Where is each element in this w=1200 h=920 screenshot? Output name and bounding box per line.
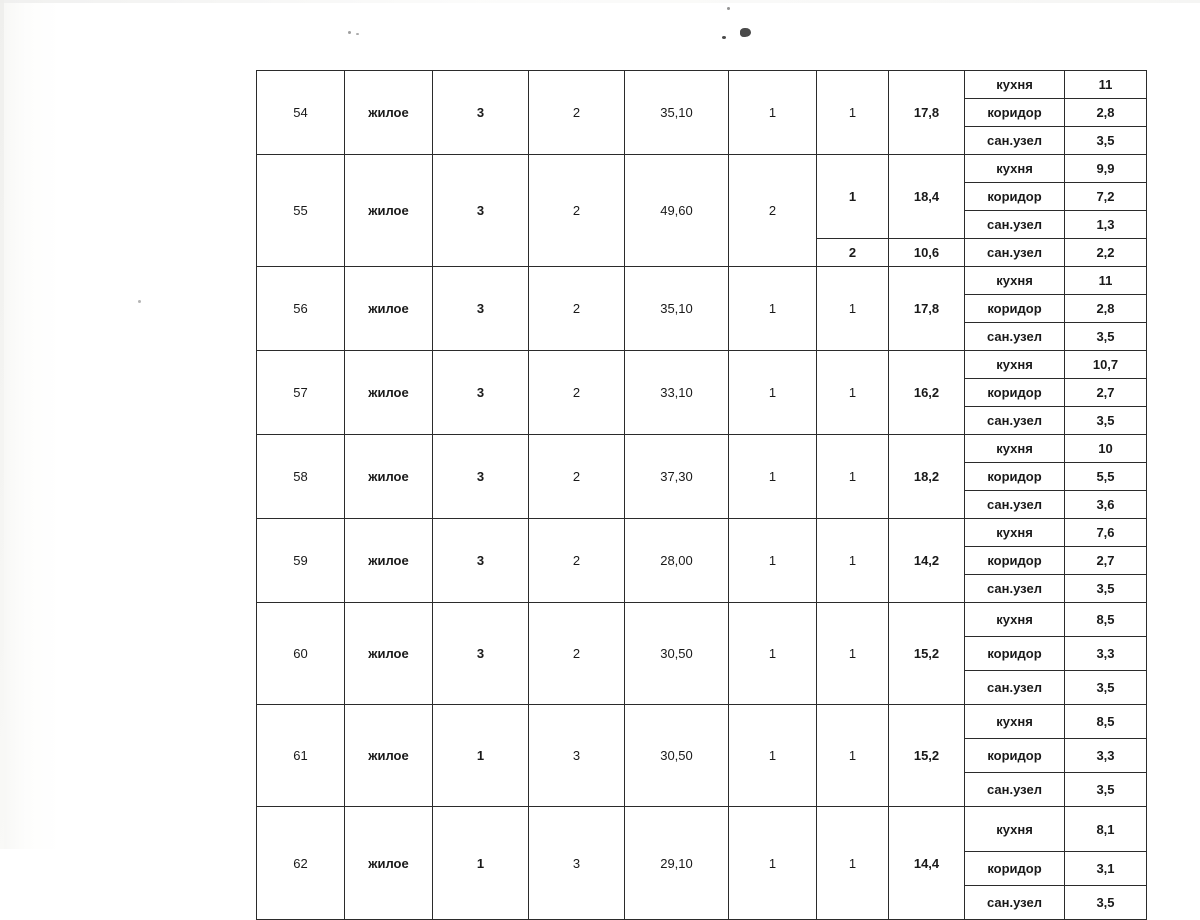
cell-col8: 18,2: [889, 435, 965, 519]
cell-room-name: кухня: [965, 71, 1065, 99]
cell-room-name: кухня: [965, 267, 1065, 295]
scan-edge-left: [0, 0, 4, 849]
table-row: [257, 519, 1147, 547]
cell-number: 55: [257, 155, 345, 267]
cell-room-name: сан.узел: [965, 323, 1065, 351]
cell-room-value: 7,2: [1065, 183, 1147, 211]
cell-col8: 16,2: [889, 351, 965, 435]
cell-room-value: 3,5: [1065, 407, 1147, 435]
cell-col3: 1: [433, 807, 529, 920]
cell-col4: 2: [529, 519, 625, 603]
cell-number: 58: [257, 435, 345, 519]
cell-room-value: 3,5: [1065, 773, 1147, 807]
cell-room-name: коридор: [965, 463, 1065, 491]
cell-room-value: 3,5: [1065, 575, 1147, 603]
cell-col3: 3: [433, 435, 529, 519]
cell-type: жилое: [345, 807, 433, 920]
cell-type: жилое: [345, 351, 433, 435]
cell-room-name: коридор: [965, 852, 1065, 886]
cell-room-value: 2,8: [1065, 295, 1147, 323]
cell-room-name: сан.узел: [965, 407, 1065, 435]
cell-room-value: 8,5: [1065, 603, 1147, 637]
cell-room-name: сан.узел: [965, 239, 1065, 267]
cell-col3: 3: [433, 71, 529, 155]
cell-col3: 3: [433, 519, 529, 603]
cell-col4: 2: [529, 351, 625, 435]
cell-room-value: 3,6: [1065, 491, 1147, 519]
cell-room-name: кухня: [965, 807, 1065, 852]
table-row: [257, 71, 1147, 99]
cell-col3: 3: [433, 155, 529, 267]
table-row: [257, 435, 1147, 463]
cell-room-name: сан.узел: [965, 773, 1065, 807]
cell-number: 57: [257, 351, 345, 435]
cell-col4: 2: [529, 435, 625, 519]
cell-col6: 2: [729, 155, 817, 267]
cell-col7: 1: [817, 155, 889, 239]
cell-room-value: 3,3: [1065, 637, 1147, 671]
cell-type: жилое: [345, 267, 433, 351]
cell-col8: 17,8: [889, 267, 965, 351]
cell-col8: 17,8: [889, 71, 965, 155]
apartment-table-container: [256, 70, 1147, 920]
cell-area: 30,50: [625, 603, 729, 705]
cell-number: 60: [257, 603, 345, 705]
cell-col7: 1: [817, 435, 889, 519]
table-row: [257, 603, 1147, 637]
cell-col8: 15,2: [889, 705, 965, 807]
cell-room-name: сан.узел: [965, 211, 1065, 239]
cell-number: 59: [257, 519, 345, 603]
cell-room-value: 3,3: [1065, 739, 1147, 773]
cell-col6: 1: [729, 71, 817, 155]
cell-type: жилое: [345, 155, 433, 267]
cell-room-name: коридор: [965, 183, 1065, 211]
cell-col4: 2: [529, 71, 625, 155]
cell-room-name: сан.узел: [965, 886, 1065, 920]
cell-room-name: коридор: [965, 99, 1065, 127]
cell-room-value: 9,9: [1065, 155, 1147, 183]
cell-col7: 1: [817, 807, 889, 920]
cell-room-value: 2,7: [1065, 379, 1147, 407]
cell-area: 35,10: [625, 267, 729, 351]
table-row: [257, 267, 1147, 295]
cell-col8: 14,2: [889, 519, 965, 603]
cell-type: жилое: [345, 435, 433, 519]
cell-room-value: 7,6: [1065, 519, 1147, 547]
cell-room-value: 11: [1065, 71, 1147, 99]
cell-room-value: 11: [1065, 267, 1147, 295]
cell-room-name: сан.узел: [965, 671, 1065, 705]
cell-room-value: 3,5: [1065, 323, 1147, 351]
cell-area: 35,10: [625, 71, 729, 155]
cell-col4: 2: [529, 603, 625, 705]
cell-room-name: коридор: [965, 739, 1065, 773]
cell-area: 30,50: [625, 705, 729, 807]
cell-room-value: 10: [1065, 435, 1147, 463]
cell-col4: 3: [529, 807, 625, 920]
cell-col7: 2: [817, 239, 889, 267]
cell-col7: 1: [817, 603, 889, 705]
cell-col6: 1: [729, 705, 817, 807]
cell-number: 62: [257, 807, 345, 920]
cell-room-value: 3,5: [1065, 127, 1147, 155]
cell-col6: 1: [729, 351, 817, 435]
cell-col6: 1: [729, 435, 817, 519]
table-row: [257, 807, 1147, 852]
cell-col8: 15,2: [889, 603, 965, 705]
cell-room-name: коридор: [965, 379, 1065, 407]
cell-room-value: 3,5: [1065, 671, 1147, 705]
cell-room-value: 10,7: [1065, 351, 1147, 379]
cell-type: жилое: [345, 705, 433, 807]
cell-area: 33,10: [625, 351, 729, 435]
cell-col4: 2: [529, 267, 625, 351]
cell-number: 56: [257, 267, 345, 351]
cell-col6: 1: [729, 519, 817, 603]
cell-room-name: кухня: [965, 705, 1065, 739]
cell-type: жилое: [345, 603, 433, 705]
cell-col7: 1: [817, 71, 889, 155]
cell-col3: 1: [433, 705, 529, 807]
cell-room-value: 3,1: [1065, 852, 1147, 886]
scan-artifact-speck: [356, 33, 359, 35]
cell-area: 28,00: [625, 519, 729, 603]
cell-room-value: 1,3: [1065, 211, 1147, 239]
cell-room-name: сан.узел: [965, 491, 1065, 519]
cell-room-name: кухня: [965, 155, 1065, 183]
cell-room-name: кухня: [965, 351, 1065, 379]
scan-artifact-speck: [727, 7, 730, 10]
cell-col7: 1: [817, 351, 889, 435]
cell-col7: 1: [817, 705, 889, 807]
cell-room-name: сан.узел: [965, 575, 1065, 603]
cell-col8: 14,4: [889, 807, 965, 920]
cell-room-name: кухня: [965, 603, 1065, 637]
cell-area: 37,30: [625, 435, 729, 519]
table-row: [257, 705, 1147, 739]
table-row: [257, 155, 1147, 183]
cell-room-value: 8,5: [1065, 705, 1147, 739]
cell-col7: 1: [817, 519, 889, 603]
apartment-table-body: [257, 71, 1147, 920]
cell-col8: 10,6: [889, 239, 965, 267]
cell-room-value: 2,7: [1065, 547, 1147, 575]
scan-artifact-speck: [138, 300, 141, 303]
cell-room-value: 2,8: [1065, 99, 1147, 127]
cell-col8: 18,4: [889, 155, 965, 239]
cell-room-value: 2,2: [1065, 239, 1147, 267]
cell-col7: 1: [817, 267, 889, 351]
cell-col4: 3: [529, 705, 625, 807]
apartment-table: [256, 70, 1147, 920]
cell-col3: 3: [433, 603, 529, 705]
cell-col4: 2: [529, 155, 625, 267]
cell-area: 29,10: [625, 807, 729, 920]
table-row: [257, 351, 1147, 379]
cell-room-name: кухня: [965, 519, 1065, 547]
cell-col3: 3: [433, 351, 529, 435]
cell-room-value: 3,5: [1065, 886, 1147, 920]
scan-edge-top: [0, 0, 1200, 3]
scan-artifact-speck: [348, 31, 351, 34]
cell-room-value: 5,5: [1065, 463, 1147, 491]
cell-col6: 1: [729, 267, 817, 351]
cell-room-name: коридор: [965, 547, 1065, 575]
cell-room-value: 8,1: [1065, 807, 1147, 852]
cell-col6: 1: [729, 603, 817, 705]
cell-col3: 3: [433, 267, 529, 351]
cell-room-name: сан.узел: [965, 127, 1065, 155]
scan-artifact-speck: [722, 36, 726, 39]
cell-col6: 1: [729, 807, 817, 920]
cell-type: жилое: [345, 71, 433, 155]
cell-area: 49,60: [625, 155, 729, 267]
cell-type: жилое: [345, 519, 433, 603]
cell-number: 54: [257, 71, 345, 155]
cell-number: 61: [257, 705, 345, 807]
cell-room-name: коридор: [965, 295, 1065, 323]
cell-room-name: коридор: [965, 637, 1065, 671]
cell-room-name: кухня: [965, 435, 1065, 463]
